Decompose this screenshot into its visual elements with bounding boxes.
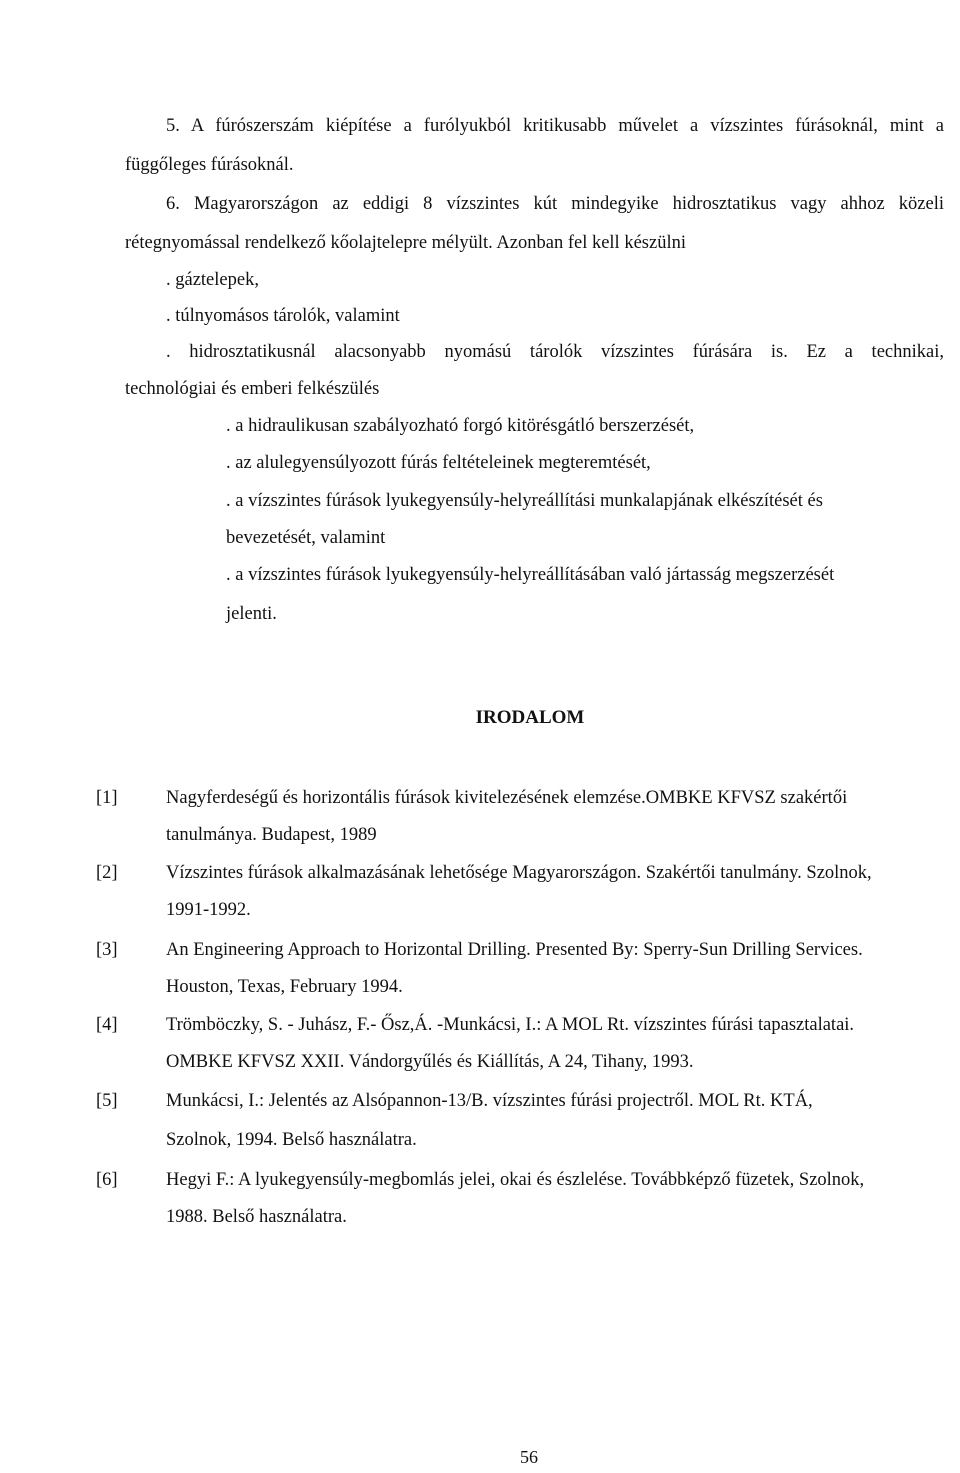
reference-line: Hegyi F.: A lyukegyensúly-megbomlás jelei, okai és észlelése. Továbbképző füzetek, Szolnok, [166, 1170, 865, 1190]
page-number: 56 [520, 1447, 538, 1467]
literature-heading: IRODALOM [475, 707, 585, 728]
reference-line: tanulmánya. Budapest, 1989 [166, 825, 377, 845]
reference-number: [5] [96, 1091, 118, 1111]
bullet-item: . gáztelepek, [166, 270, 259, 290]
reference-line: 1991-1992. [166, 900, 251, 920]
sub-bullet-item: . a vízszintes fúrások lyukegyensúly-helyreállításában való jártasság megszerzését [226, 565, 835, 585]
para-6-continuation: technológiai és emberi felkészülés [125, 379, 380, 399]
reference-line: Munkácsi, I.: Jelentés az Alsópannon-13/B. vízszintes fúrási projectről. MOL Rt. KTÁ, [166, 1091, 813, 1111]
reference-number: [2] [96, 863, 118, 883]
para-6-line-2: rétegnyomással rendelkező kőolajtelepre mélyült. Azonban fel kell készülni [125, 233, 686, 253]
reference-number: [1] [96, 788, 118, 808]
sub-bullet-item: . a vízszintes fúrások lyukegyensúly-helyreállítási munkalapjának elkészítését és [226, 491, 823, 511]
sub-bullet-item: . a hidraulikusan szabályozható forgó kitörésgátló berszerzését, [226, 416, 695, 436]
reference-number: [6] [96, 1170, 118, 1190]
para-5-line-1: 5. A fúrószerszám kiépítése a furólyukból kritikusabb művelet a vízszintes fúrásoknál, mint a [166, 116, 944, 136]
reference-line: Houston, Texas, February 1994. [166, 977, 403, 997]
bullet-item: . hidrosztatikusnál alacsonyabb nyomású tárolók vízszintes fúrására is. Ez a technikai, [166, 342, 944, 362]
reference-line: OMBKE KFVSZ XXII. Vándorgyűlés és Kiállítás, A 24, Tihany, 1993. [166, 1052, 694, 1072]
bullet-item: . túlnyomásos tárolók, valamint [166, 306, 400, 326]
para-5-line-2: függőleges fúrásoknál. [125, 155, 294, 175]
sub-bullet-item: . az alulegyensúlyozott fúrás feltételeinek megteremtését, [226, 453, 651, 473]
para-6-line-1: 6. Magyarországon az eddigi 8 vízszintes kút mindegyike hidrosztatikus vagy ahhoz közeli [166, 194, 944, 214]
reference-line: Szolnok, 1994. Belső használatra. [166, 1130, 417, 1150]
reference-number: [3] [96, 940, 118, 960]
reference-line: An Engineering Approach to Horizontal Drilling. Presented By: Sperry-Sun Drilling Services. [166, 940, 863, 960]
sub-bullet-continuation: bevezetését, valamint [226, 528, 386, 548]
reference-line: Vízszintes fúrások alkalmazásának lehetősége Magyarországon. Szakértői tanulmány. Szolnok, [166, 863, 872, 883]
reference-line: 1988. Belső használatra. [166, 1207, 347, 1227]
reference-line: Nagyferdeségű és horizontális fúrások kivitelezésének elemzése.OMBKE KFVSZ szakértői [166, 788, 848, 808]
reference-number: [4] [96, 1015, 118, 1035]
sub-bullet-continuation: jelenti. [226, 604, 277, 624]
reference-line: Trömböczky, S. - Juhász, F.- Ősz,Á. -Munkácsi, I.: A MOL Rt. vízszintes fúrási tapasztalatai. [166, 1015, 855, 1035]
